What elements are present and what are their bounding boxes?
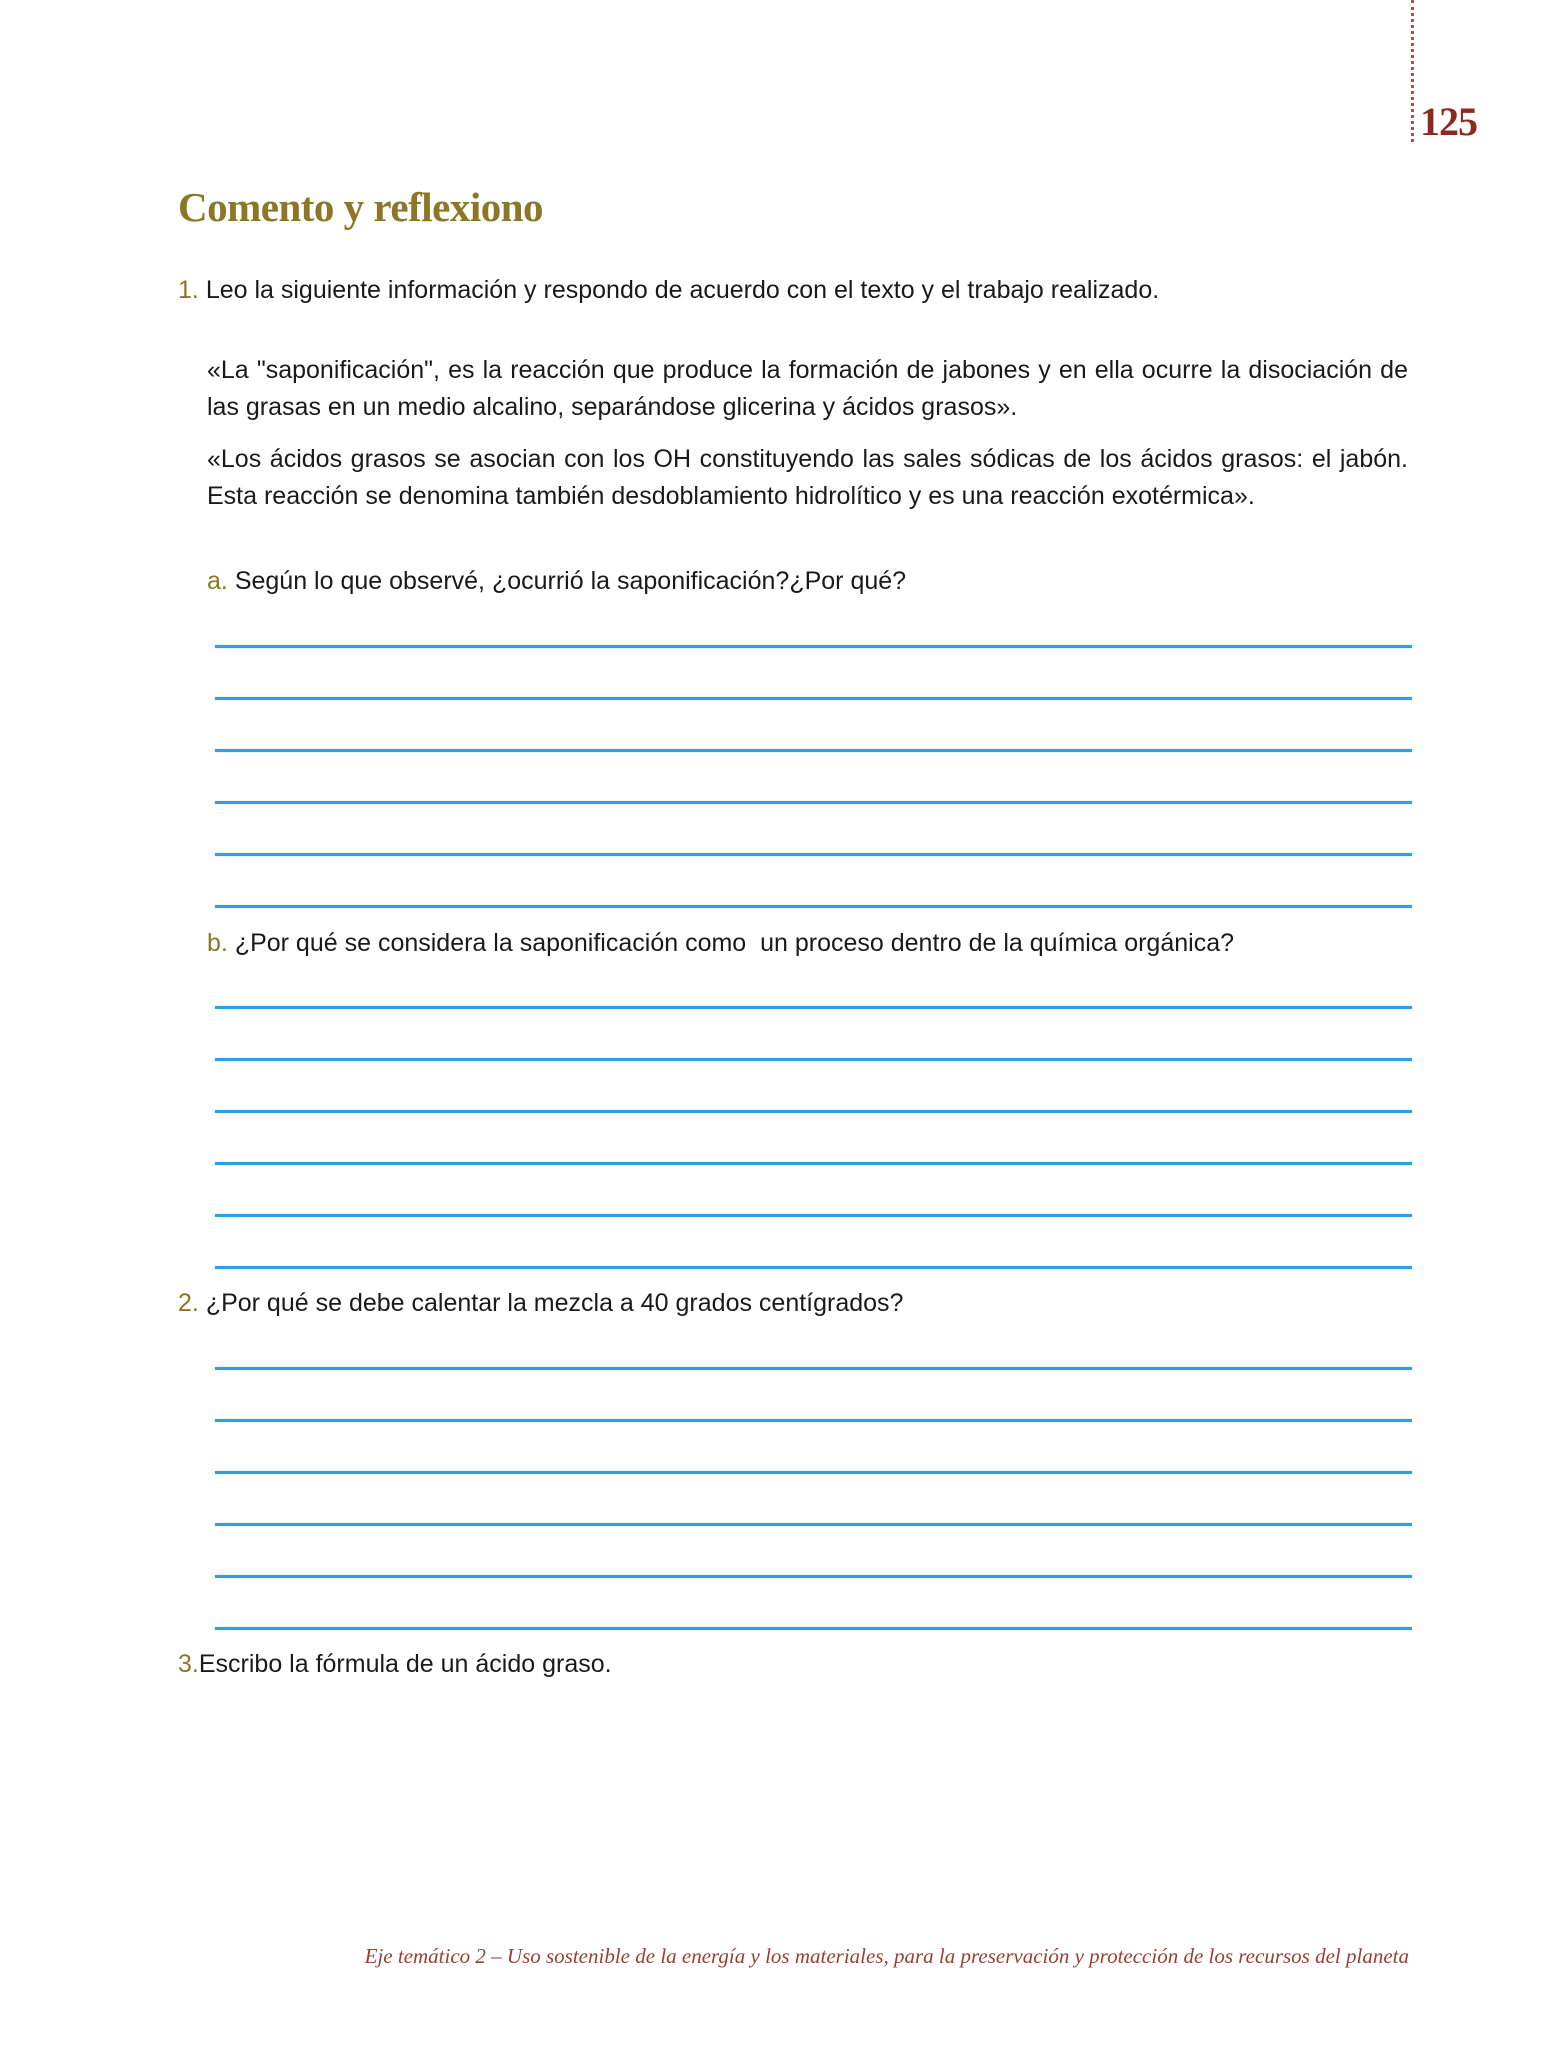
answer-line[interactable] (215, 1627, 1412, 1630)
answer-line[interactable] (215, 801, 1412, 804)
answer-line[interactable] (215, 1419, 1412, 1422)
answer-line[interactable] (215, 749, 1412, 752)
subquestion-b-letter: b. (207, 929, 228, 957)
page-margin-dotted-rule (1411, 0, 1414, 142)
answer-lines-2[interactable] (215, 1367, 1412, 1679)
section-title: Comento y reflexiono (178, 184, 544, 230)
answer-line[interactable] (215, 1266, 1412, 1269)
answer-line[interactable] (215, 1471, 1412, 1474)
page-number: 125 (1420, 99, 1477, 144)
answer-line[interactable] (215, 905, 1412, 908)
answer-line[interactable] (215, 1162, 1412, 1165)
answer-line[interactable] (215, 853, 1412, 856)
answer-line[interactable] (215, 1575, 1412, 1578)
quote-acidos-grasos: «Los ácidos grasos se asocian con los OH constituyendo las sales sódicas de los ácidos grasos: el jabón. Esta reacción se denomina también desdoblamiento hidrolítico y es una reacción exotérmica». (207, 445, 1408, 510)
subquestion-b (207, 929, 1234, 958)
subquestion-b-text: ¿Por qué se considera la saponificación como un proceso dentro de la química orgánica? (234, 929, 1235, 957)
answer-line[interactable] (215, 1214, 1412, 1217)
answer-line[interactable] (215, 1523, 1412, 1526)
answer-lines-b[interactable] (215, 1006, 1412, 1318)
question-2-text: ¿Por qué se debe calentar la mezcla a 40 grados centígrados? (205, 1289, 904, 1317)
answer-line[interactable] (215, 1367, 1412, 1370)
answer-line[interactable] (215, 697, 1412, 700)
question-2-number: 2. (178, 1289, 199, 1317)
answer-line[interactable] (215, 1006, 1412, 1009)
question-3-number: 3. (178, 1650, 199, 1678)
subquestion-a-text: Según lo que observé, ¿ocurrió la saponificación?¿Por qué? (234, 567, 907, 595)
answer-line[interactable] (215, 645, 1412, 648)
question-2 (178, 1289, 903, 1318)
question-3-text: Escribo la fórmula de un ácido graso. (198, 1650, 612, 1678)
question-1-text: Leo la siguiente información y respondo de acuerdo con el texto y el trabajo realizado. (205, 276, 1160, 304)
question-3 (178, 1650, 612, 1679)
answer-lines-a[interactable] (215, 645, 1412, 957)
subquestion-a (207, 567, 906, 596)
subquestion-a-letter: a. (207, 567, 228, 595)
answer-line[interactable] (215, 1110, 1412, 1113)
question-1-number: 1. (178, 276, 199, 304)
question-1 (178, 276, 1159, 305)
footer-theme-axis: Eje temático 2 – Uso sostenible de la energía y los materiales, para la preservación y protección de los recursos del planeta (364, 1944, 1409, 1968)
answer-line[interactable] (215, 1058, 1412, 1061)
quote-saponificacion: «La "saponificación", es la reacción que produce la formación de jabones y en ella ocurre la disociación de las grasas en un medio alcalino, separándose glicerina y ácidos grasos». (207, 356, 1408, 421)
